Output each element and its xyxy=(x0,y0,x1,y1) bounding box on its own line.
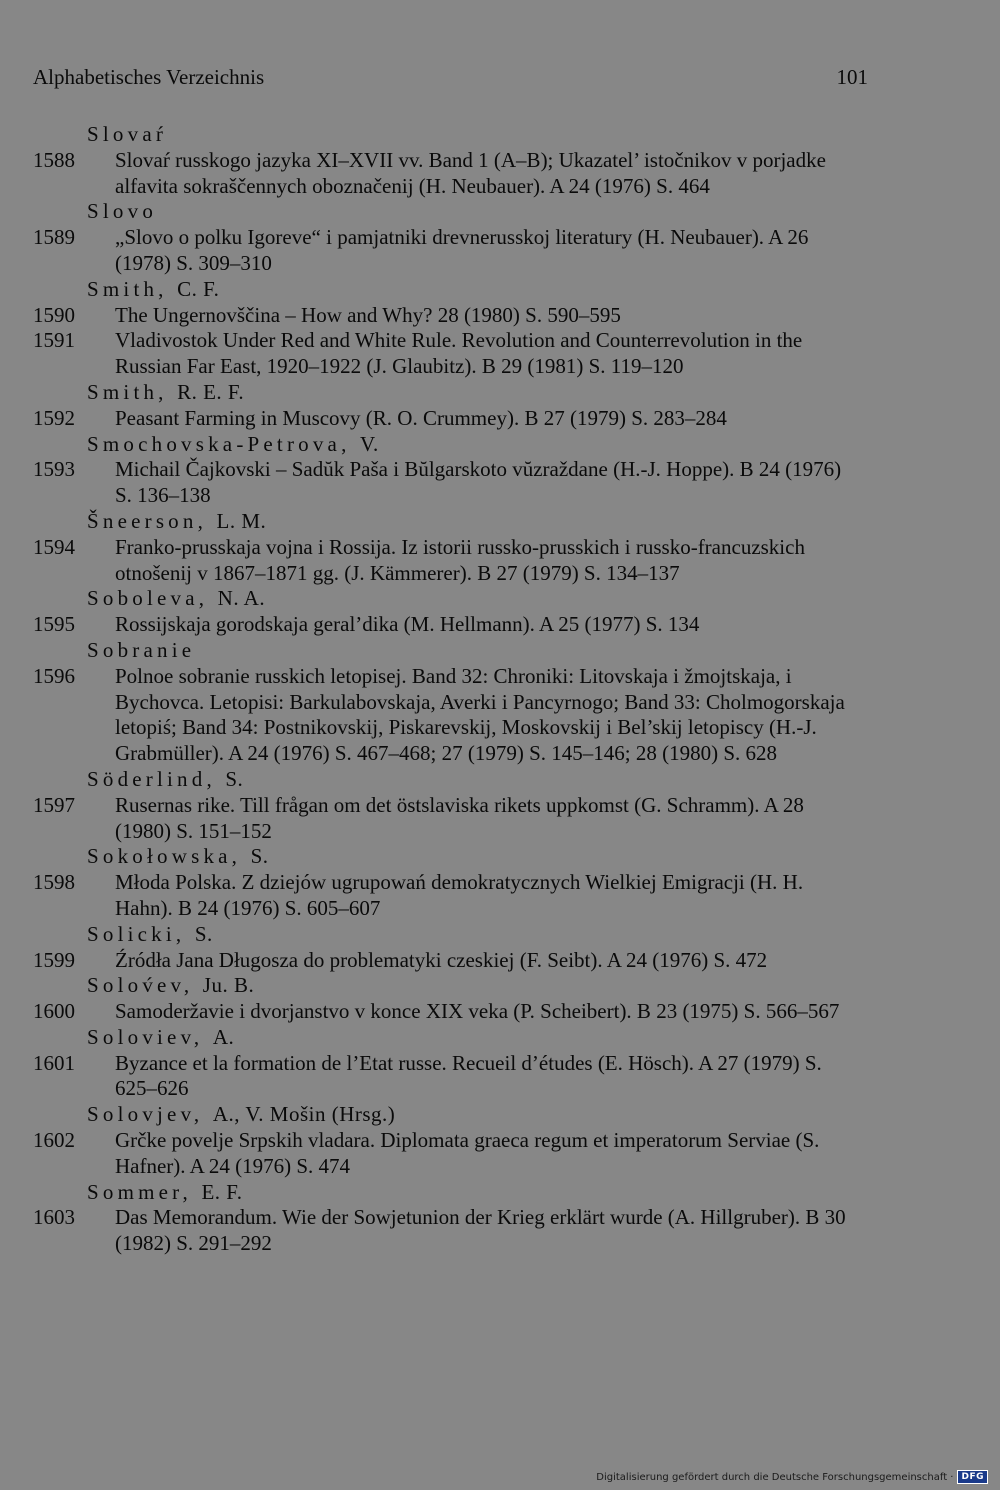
index-entry xyxy=(33,303,863,329)
author-name: Soloviev, xyxy=(87,1024,204,1049)
author-heading xyxy=(33,277,863,303)
author-given-name: N. A. xyxy=(217,586,266,611)
entry-text: Michail Čajkovski – Sadŭk Paša i Bŭlgarskoto vŭzraždane (H.-J. Hoppe). B 24 (1976) S. 136–138 xyxy=(115,457,842,508)
author-name: Solovjev, xyxy=(87,1102,204,1127)
entry-number: 1594 xyxy=(33,534,75,559)
entry-number: 1600 xyxy=(33,999,75,1024)
author-name: Smochovska-Petrova, xyxy=(87,431,351,456)
entry-number: 1592 xyxy=(33,405,75,430)
entry-text: Rusernas rike. Till frågan om det östslaviska rikets uppkomst (G. Schramm). A 28 (1980) S. 151–152 xyxy=(115,792,804,843)
index-entry xyxy=(33,535,863,587)
author-name: Šneerson, xyxy=(87,508,208,533)
digitization-footer xyxy=(596,1470,988,1484)
author-name: Smith, xyxy=(87,379,168,404)
entry-text: Slovaŕ russkogo jazyka XI–XVII vv. Band 1 (A–B); Ukazatel’ istočnikov v porjadke alfavita sokraščennych oboznačenij (H. Neubauer). A 24 (1976) S. 464 xyxy=(115,147,826,198)
author-name: Slovo xyxy=(87,199,158,224)
author-heading xyxy=(33,586,863,612)
entry-number: 1588 xyxy=(33,147,75,172)
entry-text: Peasant Farming in Muscovy (R. O. Crummey). B 27 (1979) S. 283–284 xyxy=(115,405,727,430)
author-heading xyxy=(33,973,863,999)
author-heading xyxy=(33,1102,863,1128)
entry-text: Młoda Polska. Z dziejów ugrupowań demokratycznych Wielkiej Emigracji (H. H. Hahn). B 24 (1976) S. 605–607 xyxy=(115,870,804,920)
author-given-name: V. xyxy=(359,431,379,456)
running-header xyxy=(33,60,868,94)
entry-number: 1596 xyxy=(33,663,75,688)
author-heading xyxy=(33,638,863,664)
author-given-name: A., V. Mošin (Hrsg.) xyxy=(212,1102,396,1127)
index-entry xyxy=(33,457,863,509)
index-entry xyxy=(33,1128,863,1180)
entry-text: Byzance et la formation de l’Etat russe. Recueil d’études (E. Hösch). A 27 (1979) S. 625–626 xyxy=(115,1050,822,1101)
author-given-name: R. E. F. xyxy=(177,379,245,404)
entry-number: 1602 xyxy=(33,1128,75,1153)
entry-text: „Slovo o polku Igoreve“ i pamjatniki drevnerusskoj literatury (H. Neubauer). A 26 (1978) S. 309–310 xyxy=(115,225,809,275)
index-entry xyxy=(33,793,863,845)
entry-number: 1591 xyxy=(33,328,75,353)
entry-number: 1589 xyxy=(33,225,75,250)
index-entry xyxy=(33,225,863,277)
footer-credit: Digitalisierung gefördert durch die Deutsche Forschungsgemeinschaft · xyxy=(596,1471,954,1483)
author-given-name: S. xyxy=(194,921,213,946)
author-name: Sommer, xyxy=(87,1179,192,1204)
entry-number: 1595 xyxy=(33,612,75,637)
author-name: Sokołowska, xyxy=(87,844,242,869)
author-heading xyxy=(33,509,863,535)
author-given-name: L. M. xyxy=(216,508,267,533)
entry-number: 1590 xyxy=(33,302,75,327)
entry-number: 1597 xyxy=(33,792,75,817)
author-name: Soboleva, xyxy=(87,586,209,611)
author-name: Slovaŕ xyxy=(87,122,168,146)
entry-text: Samoderžavie i dvorjanstvo v konce XIX veka (P. Scheibert). B 23 (1975) S. 566–567 xyxy=(115,999,840,1024)
author-name: Smith, xyxy=(87,276,168,301)
author-heading xyxy=(33,122,863,148)
index-entry xyxy=(33,612,863,638)
author-name: Sobranie xyxy=(87,637,196,662)
entry-text: Franko-prusskaja vojna i Rossija. Iz istorii russko-prusskich i russko-francuzskich otnošenij v 1867–1871 gg. (J. Kämmerer). B 27 (1979) S. 134–137 xyxy=(115,534,805,585)
author-given-name: S. xyxy=(250,844,269,869)
index-entry xyxy=(33,1051,863,1103)
author-given-name: C. F. xyxy=(177,276,220,301)
index-entry xyxy=(33,328,863,380)
author-name: Söderlind, xyxy=(87,766,216,791)
index-entry xyxy=(33,664,863,767)
entry-text: Das Memorandum. Wie der Sowjetunion der Krieg erklärt wurde (A. Hillgruber). B 30 (1982) S. 291–292 xyxy=(115,1205,846,1256)
index-entry xyxy=(33,406,863,432)
entry-text: Grčke povelje Srpskih vladara. Diplomata graeca regum et imperatorum Serviae (S. Hafner). A 24 (1976) S. 474 xyxy=(115,1128,820,1178)
index-entry xyxy=(33,1205,863,1257)
author-name: Solov́ev, xyxy=(87,973,194,998)
entry-number: 1599 xyxy=(33,947,75,972)
author-heading xyxy=(33,1180,863,1206)
entry-text: Vladivostok Under Red and White Rule. Revolution and Counterrevolution in the Russian Far East, 1920–1922 (J. Glaubitz). B 29 (1981) S. 119–120 xyxy=(115,328,803,379)
author-heading xyxy=(33,199,863,225)
index-entry xyxy=(33,870,863,922)
author-given-name: Ju. B. xyxy=(202,973,255,998)
author-heading xyxy=(33,844,863,870)
author-name: Solicki, xyxy=(87,921,186,946)
entry-text: Rossijskaja gorodskaja geral’dika (M. Hellmann). A 25 (1977) S. 134 xyxy=(115,612,700,637)
author-given-name: S. xyxy=(225,766,244,791)
entry-text: Źródła Jana Długosza do problematyki czeskiej (F. Seibt). A 24 (1976) S. 472 xyxy=(115,947,768,972)
entry-number: 1603 xyxy=(33,1205,75,1230)
author-given-name: E. F. xyxy=(201,1179,243,1204)
author-heading xyxy=(33,767,863,793)
entry-text: The Ungernovščina – How and Why? 28 (1980) S. 590–595 xyxy=(115,302,621,327)
author-heading xyxy=(33,432,863,458)
index-entry xyxy=(33,948,863,974)
entry-number: 1601 xyxy=(33,1050,75,1075)
author-heading xyxy=(33,1025,863,1051)
dfg-logo: DFG xyxy=(957,1470,988,1484)
page-number: 101 xyxy=(836,65,868,89)
index-entry xyxy=(33,148,863,200)
index-entries xyxy=(33,122,863,1257)
author-heading xyxy=(33,380,863,406)
entry-number: 1593 xyxy=(33,457,75,482)
entry-number: 1598 xyxy=(33,870,75,895)
page-title: Alphabetisches Verzeichnis xyxy=(33,65,265,89)
index-entry xyxy=(33,999,863,1025)
entry-text: Polnoe sobranie russkich letopisej. Band 32: Chroniki: Litovskaja i žmojtskaja, i Bychovca. Letopisi: Barkulabovskaja, Averki i Pancyrnogo; Band 33: Cholmogorskaja letopiś; Band 34: Postnikovskij, Piskarevskij, Moskovskij i Bel’skij letopiscy (H.-J. Grabmüller). A 24 (1976) S. 467–468; 27 (1979) S. 145–146; 28 (1980) S. 628 xyxy=(115,663,845,766)
author-given-name: A. xyxy=(212,1024,235,1049)
author-heading xyxy=(33,922,863,948)
